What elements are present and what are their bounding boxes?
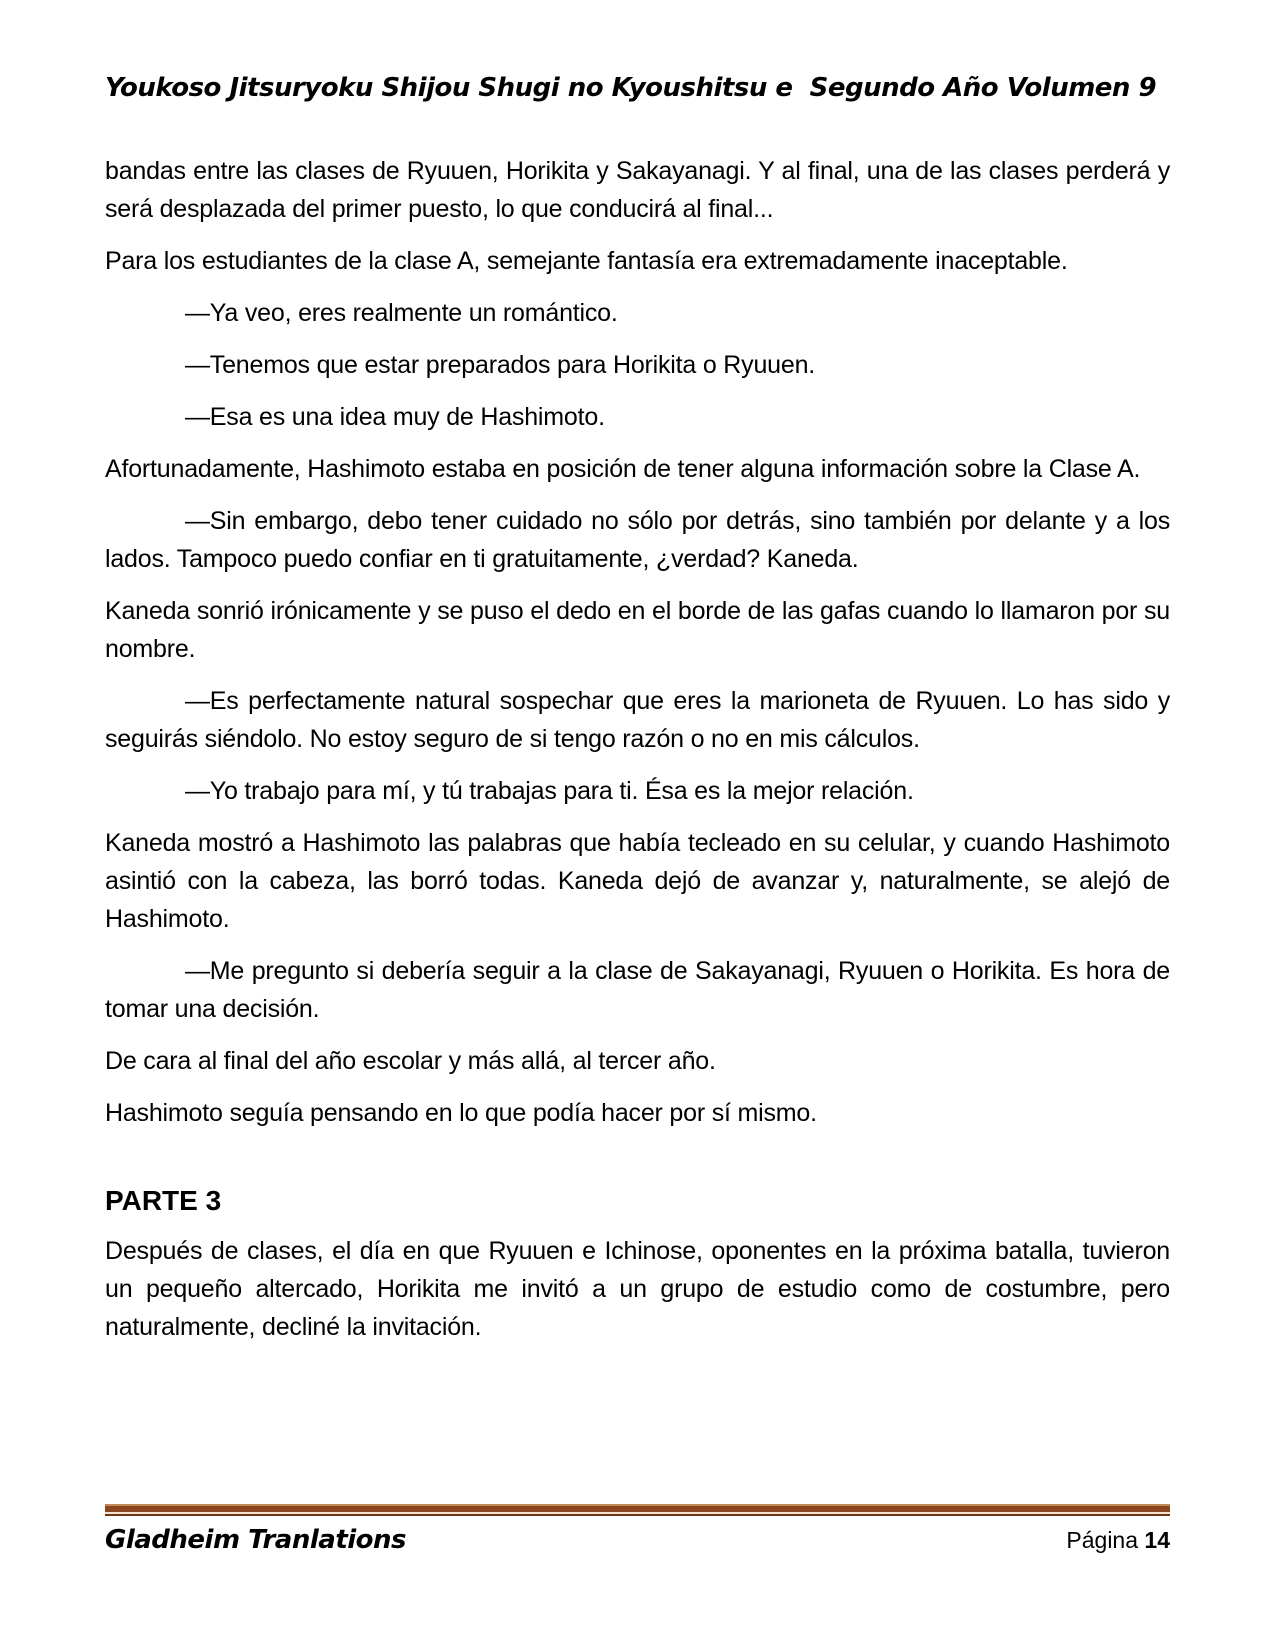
page-number-label: Página [1066,1527,1145,1553]
body-paragraph: De cara al final del año escolar y más allá, al tercer año. [105,1047,716,1075]
footer-brand: Gladheim Tranlations [105,1525,407,1555]
footer-rule-thin-line [105,1514,1170,1516]
body-paragraph: Para los estudiantes de la clase A, semejante fantasía era extremadamente inaceptable. [105,247,1068,275]
dialogue-paragraph: —Esa es una idea muy de Hashimoto. [185,403,605,431]
page-number-value: 14 [1144,1527,1170,1553]
dialogue-paragraph: —Tenemos que estar preparados para Horikita o Ryuuen. [185,351,816,379]
body-paragraph: Kaneda sonrió irónicamente y se puso el dedo en el borde de las gafas cuando lo llamaron por su nombre. [105,597,1170,663]
page-header-title: Youkoso Jitsuryoku Shijou Shugi no Kyoushitsu e Segundo Año Volumen 9 [105,73,1157,103]
footer-row [105,1525,1170,1555]
body-paragraph: Después de clases, el día en que Ryuuen e Ichinose, oponentes en la próxima batalla, tuvieron un pequeño altercado, Horikita me invitó a un grupo de estudio como de costumbre, pero naturalmente, decliné la invitación. [105,1237,1170,1341]
dialogue-paragraph: —Es perfectamente natural sospechar que eres la marioneta de Ryuuen. Lo has sido y seguirás siéndolo. No estoy seguro de si tengo razón o no en mis cálculos. [105,687,1170,753]
footer-separator-rule [105,1504,1170,1516]
body-paragraph: bandas entre las clases de Ryuuen, Horikita y Sakayanagi. Y al final, una de las clases perderá y será desplazada del primer puesto, lo que conducirá al final... [105,157,1170,223]
body-paragraph: Hashimoto seguía pensando en lo que podía hacer por sí mismo. [105,1099,817,1127]
section-heading: PARTE 3 [105,1185,222,1216]
dialogue-paragraph: —Me pregunto si debería seguir a la clase de Sakayanagi, Ryuuen o Horikita. Es hora de tomar una decisión. [105,957,1170,1023]
body-paragraph: Afortunadamente, Hashimoto estaba en posición de tener alguna información sobre la Clase A. [105,455,1141,483]
dialogue-paragraph: —Yo trabajo para mí, y tú trabajas para ti. Ésa es la mejor relación. [185,777,914,805]
body-paragraph: Kaneda mostró a Hashimoto las palabras que había tecleado en su celular, y cuando Hashimoto asintió con la cabeza, las borró todas. Kaneda dejó de avanzar y, naturalmente, se alejó de Hashimoto. [105,829,1170,933]
dialogue-paragraph: —Ya veo, eres realmente un romántico. [185,299,618,327]
document-body [105,152,1170,1346]
dialogue-paragraph: —Sin embargo, debo tener cuidado no sólo por detrás, sino también por delante y a los lados. Tampoco puedo confiar en ti gratuitamente, ¿verdad? Kaneda. [105,507,1170,573]
page-footer [105,1504,1170,1555]
page-number [1066,1527,1170,1554]
